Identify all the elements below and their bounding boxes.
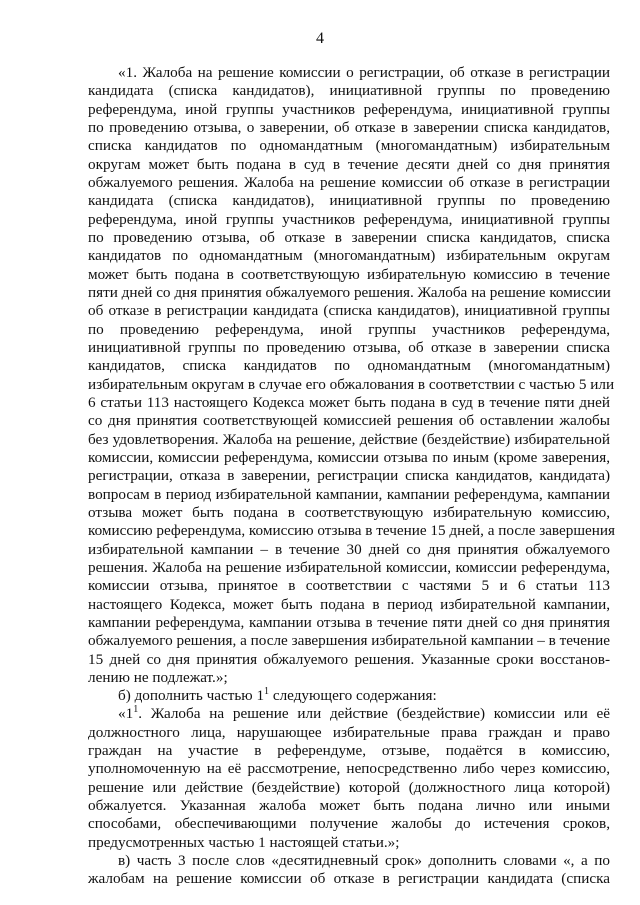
text-line: по проведению референдума, иной группы участников референдума, <box>88 320 610 338</box>
text-line: без удовлетворения. Жалоба на решение, действие (бездействие) избирательной <box>88 430 610 448</box>
text-line: может быть подана в соответствующую избирательную комиссию в течение <box>88 265 610 283</box>
text-line: уполномоченную на её рассмотрение, непосредственно либо через комиссию, <box>88 760 610 778</box>
text-line: избирательной кампании – в течение 30 дней со дня принятия обжалуемого <box>88 540 610 558</box>
text-line: б) дополнить частью $1^1$ следующего содержания: <box>118 686 437 705</box>
text-line: способами, обеспечивающими получение жалобы до истечения сроков, <box>88 815 610 833</box>
text-line: об отказе в регистрации кандидата (списка кандидатов), инициативной группы <box>88 302 610 320</box>
text-line: отзыва может быть подана в соответствующую избирательную комиссию, <box>88 503 610 521</box>
text-line: жалобам на решение комиссии об отказе в регистрации кандидата (списка <box>88 870 610 888</box>
text-line: избирательным округам в случае его обжалования в соответствии с частью 5 или <box>88 375 615 393</box>
text-line: комиссии отзыва, принятое в соответствии с частями 5 и 6 статьи 113 <box>88 577 610 595</box>
text-line: предусмотренных частью 1 настоящей статьи.»; <box>88 833 400 851</box>
text-line: кампании референдума, кампании отзыва в течение пяти дней со дня принятия <box>88 613 610 631</box>
text-line: округам может быть подана в суд в течение десяти дней со дня принятия <box>88 155 610 173</box>
text-line: по проведению отзыва, о заверении, об отказе в заверении списка кандидатов, <box>88 118 610 136</box>
text-line: списка кандидатов по одномандатным (многомандатным) избирательным <box>88 137 610 155</box>
text-line: кандидатов, списка кандидатов по одномандатным (многомандатным) <box>88 357 610 375</box>
text-line: граждан на участие в референдуме, отзыве, подаётся в комиссию, <box>88 742 610 760</box>
text-line: лению не подлежат.»; <box>88 668 228 686</box>
text-line: вопросам в период избирательной кампании, кампании референдума, кампании <box>88 485 610 503</box>
text-line: должностного лица, нарушающее избирательные права граждан и право <box>88 723 610 741</box>
text-line: кандидата (списка кандидатов), инициативной группы по проведению <box>88 82 610 100</box>
text-line: 6 статьи 113 настоящего Кодекса может быть подана в суд в течение пяти дней <box>88 393 610 411</box>
text-line: «$1^1$. Жалоба на решение или действие (бездействие) комиссии или её <box>118 704 610 723</box>
text-line: референдума, иной группы участников референдума, инициативной группы <box>88 210 610 228</box>
text-line: 15 дней со дня принятия обжалуемого решения. Указанные сроки восстанов- <box>88 650 610 668</box>
text-line: решение или действие (бездействие) которой (должностного лица которой) <box>88 778 610 796</box>
text-line: пяти дней со дня принятия обжалуемого решения. Жалоба на решение комиссии <box>88 283 611 301</box>
text-line: кандидатов по одномандатным (многомандатным) избирательным округам <box>88 247 610 265</box>
text-line: кандидата (списка кандидатов), инициативной группы по проведению <box>88 192 610 210</box>
text-line: в) часть 3 после слов «десятидневный срок» дополнить словами «, а по <box>118 852 610 870</box>
superscript: 1 <box>133 704 139 716</box>
text-line: регистрации, отказа в заверении, регистрации списка кандидатов, кандидата) <box>88 467 610 485</box>
text-line: обжалуемого решения. Жалоба на решение комиссии об отказе в регистрации <box>88 173 610 191</box>
text-line: со дня принятия соответствующей комиссией решения об оставлении жалобы <box>88 412 610 430</box>
superscript: 1 <box>264 686 270 698</box>
text-line: обжалуемого решения, а после завершения избирательной кампании – в течение <box>88 632 610 650</box>
text-line: настоящего Кодекса, может быть подана в период избирательной кампании, <box>88 595 610 613</box>
text-line: комиссию референдума, комиссию отзыва в течение 15 дней, а после завершения <box>88 522 616 540</box>
text-line: по проведению отзыва, об отказе в заверении списка кандидатов, списка <box>88 228 610 246</box>
text-line: обжалуется. Указанная жалоба может быть подана лично или иными <box>88 797 610 815</box>
text-line: «1. Жалоба на решение комиссии о регистрации, об отказе в регистрации <box>118 64 610 81</box>
text-line: инициативной группы по проведению отзыва, об отказе в заверении списка <box>88 338 610 356</box>
document-body <box>88 64 616 889</box>
page-number: 4 <box>316 30 324 47</box>
text-line: референдума, иной группы участников референдума, инициативной группы <box>88 100 610 118</box>
text-line: комиссии, комиссии референдума, комиссии отзыва по иным (кроме заверения, <box>88 448 610 466</box>
text-line: решения. Жалоба на решение избирательной комиссии, комиссии референдума, <box>88 558 610 576</box>
